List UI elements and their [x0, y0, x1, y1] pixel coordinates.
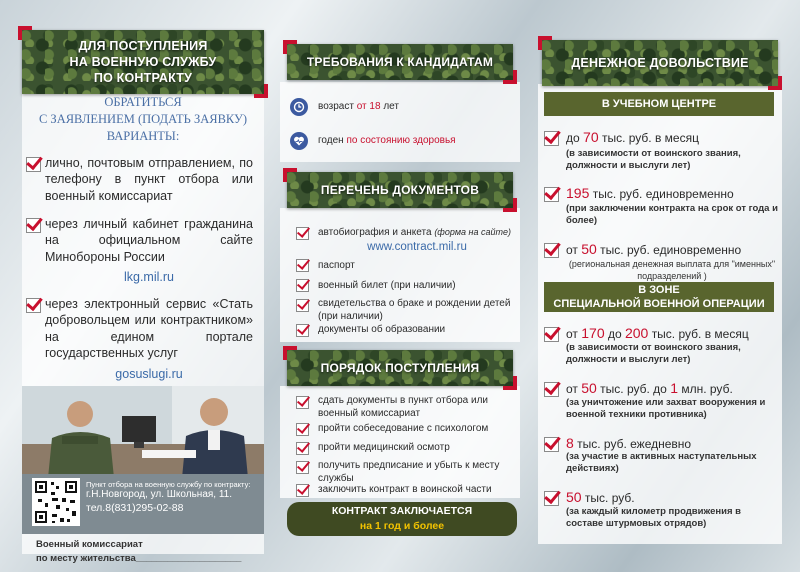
checkbox-icon	[296, 484, 309, 497]
document-item	[318, 227, 516, 240]
step-item: сдать документы в пункт отбора или военный комиссариат	[318, 395, 489, 419]
header-line: НА ВОЕННУЮ СЛУЖБУ	[69, 54, 217, 69]
commissariat-note	[36, 538, 241, 566]
document-text: автобиография и анкета	[318, 227, 432, 238]
header-line: ДЛЯ ПОСТУПЛЕНИЯ	[78, 38, 208, 53]
apply-line: ВАРИАНТЫ:	[106, 128, 180, 143]
svo-amount: 50	[566, 489, 582, 505]
requirements-header: ТРЕБОВАНИЯ К КАНДИДАТАМ	[287, 44, 513, 80]
commissariat-line: по месту жительства____________________	[36, 552, 242, 564]
allowance-post: тыс. руб. в месяц	[601, 131, 699, 145]
office-photo	[22, 386, 264, 478]
svo-post: млн. руб.	[681, 382, 733, 396]
age-value: от 18	[356, 101, 381, 112]
checkbox-icon	[296, 396, 309, 409]
contract-period: на 1 год и более	[359, 520, 445, 532]
checkbox-icon	[544, 327, 559, 342]
apply-instructions	[30, 94, 256, 145]
allowance-pre: до	[566, 131, 580, 145]
checkbox-icon	[296, 324, 309, 337]
svo-item	[566, 488, 778, 507]
svo-amount: 170	[581, 325, 605, 341]
step-item: пройти медицинский осмотр	[318, 442, 450, 453]
contract-site-link[interactable]: www.contract.mil.ru	[367, 241, 467, 253]
svo-amount: 8	[566, 435, 574, 451]
checkbox-icon	[296, 442, 309, 455]
svo-amount-2: 200	[624, 325, 649, 341]
svo-mid: тыс. руб. до	[600, 382, 667, 396]
document-item: документы об образовании	[318, 324, 446, 335]
svo-note: (за участие в активных наступательных действиях)	[566, 451, 757, 475]
svo-label-line: В ЗОНЕ	[638, 283, 680, 296]
svo-amount: 50	[581, 380, 597, 396]
allowance-note: (региональная денежная выплата для "именных" подразделений )	[568, 259, 776, 281]
document-item: паспорт	[318, 260, 355, 271]
svo-mid: до	[607, 327, 622, 341]
commissariat-line: Военный комиссариат	[36, 539, 143, 550]
checkbox-icon	[296, 461, 309, 474]
svo-amount-2: 1	[670, 380, 678, 396]
header-line: ПО КОНТРАКТУ	[93, 71, 193, 86]
step-item: пройти собеседование с психологом	[318, 423, 489, 434]
svo-item	[566, 434, 778, 453]
gosuslugi-link[interactable]: gosuslugi.ru	[115, 367, 183, 381]
apply-line: С ЗАЯВЛЕНИЕМ (ПОДАТЬ ЗАЯВКУ)	[38, 111, 248, 126]
checkbox-icon	[544, 437, 559, 452]
step-item: заключить контракт в воинской части	[318, 484, 492, 495]
health-requirement	[318, 135, 516, 148]
checkbox-icon	[26, 298, 41, 313]
allowance-note: (при заключении контракта на срок от года и более)	[566, 203, 778, 227]
checkbox-icon	[544, 131, 559, 146]
checkbox-icon	[544, 491, 559, 506]
checkbox-icon	[544, 243, 559, 258]
qr-code-icon[interactable]	[32, 478, 80, 526]
health-highlight: по состоянию здоровья	[346, 135, 456, 146]
checkbox-icon	[296, 423, 309, 436]
allowance-note: (в зависимости от воинского звания, должности и выслуги лет)	[566, 148, 741, 172]
phone-number[interactable]: 8(831)295-02-88	[105, 501, 184, 514]
svo-zone-label	[544, 282, 774, 312]
svo-note: (за каждый километр продвижения в составе штурмовых отрядов)	[566, 506, 741, 530]
allowance-header: ДЕНЕЖНОЕ ДОВОЛЬСТВИЕ	[542, 40, 778, 86]
checkbox-icon	[296, 299, 309, 312]
allowance-post: тыс. руб. единовременно	[600, 243, 742, 257]
checkbox-icon	[544, 187, 559, 202]
contract-term-line: КОНТРАКТ ЗАКЛЮЧАЕТСЯ	[331, 505, 473, 518]
allowance-amount: 70	[583, 129, 599, 145]
svo-post: тыс. руб. ежедневно	[577, 437, 692, 451]
checkbox-icon	[26, 157, 41, 172]
svo-item	[566, 324, 778, 343]
checkbox-icon	[296, 279, 309, 292]
age-suffix: лет	[383, 101, 399, 112]
age-prefix: возраст	[318, 101, 354, 112]
checkbox-icon	[296, 227, 309, 240]
svo-item	[566, 379, 778, 398]
svo-label-line: СПЕЦИАЛЬНОЙ ВОЕННОЙ ОПЕРАЦИИ	[553, 298, 765, 310]
contract-term-banner	[287, 502, 517, 536]
health-prefix: годен	[318, 135, 344, 146]
option-gosuslugi: через электронный сервис «Стать добровольцем или контрактником» на едином портале государственных услуг	[45, 297, 253, 360]
heart-health-icon	[290, 132, 308, 150]
document-item: свидетельства о браке и рождении детей (при наличии)	[318, 298, 511, 322]
option-personal-cabinet: через личный кабинет гражданина на официальном сайте Минобороны России	[45, 217, 253, 264]
order-header: ПОРЯДОК ПОСТУПЛЕНИЯ	[287, 350, 513, 386]
contact-label: Пункт отбора на военную службу по контракту:	[86, 480, 251, 489]
svo-pre: от	[566, 327, 578, 341]
svo-post: тыс. руб. в месяц	[651, 327, 749, 341]
allowance-item	[566, 240, 778, 259]
requirements-panel	[280, 82, 520, 162]
lkg-link[interactable]: lkg.mil.ru	[123, 270, 174, 284]
checkbox-icon	[26, 218, 41, 233]
svo-post: тыс. руб.	[584, 491, 635, 505]
document-item: военный билет (при наличии)	[318, 280, 456, 291]
training-center-label: В УЧЕБНОМ ЦЕНТРЕ	[544, 92, 774, 116]
svo-note: (за уничтожение или захват вооружения и военной техники противника)	[566, 397, 766, 421]
apply-line: ОБРАТИТЬСЯ	[104, 95, 182, 109]
allowance-item	[566, 184, 778, 203]
contact-text	[86, 480, 262, 515]
contact-address: г.Н.Новгород, ул. Школьная, 11.	[86, 489, 233, 501]
contact-phone	[86, 502, 262, 515]
svo-note: (в зависимости от воинского звания, должности и выслуги лет)	[566, 342, 741, 366]
checkbox-icon	[544, 382, 559, 397]
age-requirement	[318, 101, 516, 114]
checkbox-icon	[296, 259, 309, 272]
contact-block	[22, 474, 264, 534]
documents-header: ПЕРЕЧЕНЬ ДОКУМЕНТОВ	[287, 172, 513, 208]
step-item: получить предписание и убыть к месту службы	[318, 460, 500, 484]
document-note: (форма на сайте)	[434, 227, 511, 237]
allowance-post: тыс. руб. единовременно	[592, 187, 734, 201]
office-scene-icon	[22, 386, 264, 478]
contract-service-header	[22, 30, 264, 94]
svo-pre: от	[566, 382, 578, 396]
option-in-person: лично, почтовым отправлением, по телефону в пункт отбора или военный комиссариат	[45, 156, 253, 203]
allowance-item	[566, 128, 778, 147]
allowance-amount: 50	[581, 241, 597, 257]
allowance-amount: 195	[566, 185, 590, 201]
phone-prefix: тел.	[86, 501, 106, 514]
allowance-pre: от	[566, 243, 578, 257]
clock-icon	[290, 98, 308, 116]
